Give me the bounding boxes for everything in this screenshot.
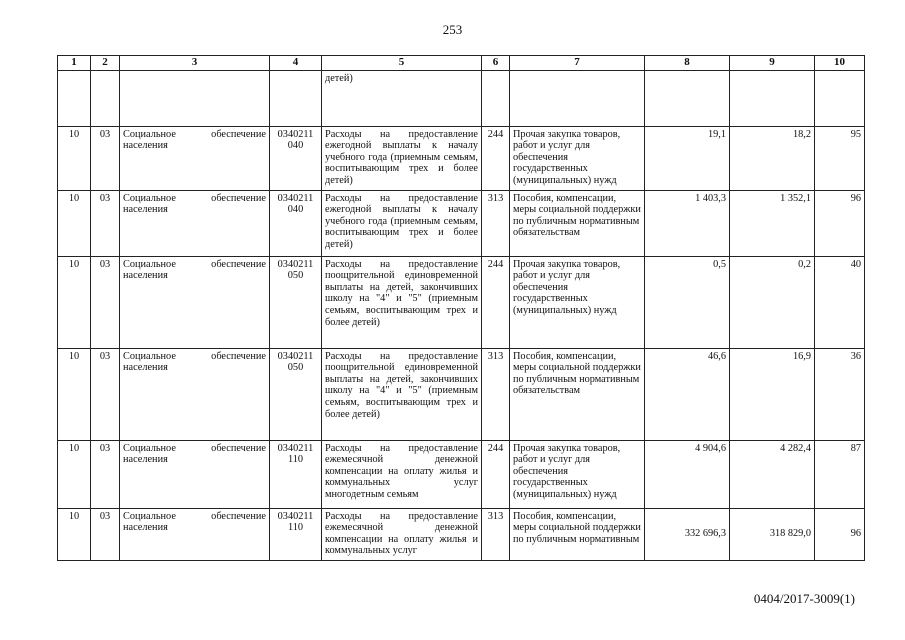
cell-expense-type-name: Пособия, компенсации, меры социальной поддержки по публичным нормативным (510, 508, 645, 560)
cell-expense-type-code: 244 (482, 126, 510, 190)
cell-section-name: Социальное обеспечение населения (120, 256, 270, 348)
cell-actual-amount: 18,2 (730, 126, 815, 190)
table-row (58, 348, 865, 440)
cell-expense-type-name: Прочая закупка товаров, работ и услуг для обеспечения государственных (муниципальных) нужд (510, 126, 645, 190)
cell-section-name: Социальное обеспечение населения (120, 190, 270, 256)
col-header-2: 2 (91, 56, 120, 71)
cell-actual-amount: 0,2 (730, 256, 815, 348)
cell-section-name: Социальное обеспечение населения (120, 508, 270, 560)
col-header-3: 3 (120, 56, 270, 71)
cell-expense-description: Расходы на предоставление ежегодной выплаты к началу учебного года (приемным семьям, воспитывающим трех и более детей) (322, 126, 482, 190)
table-row (58, 126, 865, 190)
cell-subsection: 03 (91, 190, 120, 256)
cell-expense-type-code: 313 (482, 508, 510, 560)
cell-actual-amount: 16,9 (730, 348, 815, 440)
table-row (58, 508, 865, 560)
cell-target-code: 0340211 110 (270, 440, 322, 508)
cell-target-code: 0340211 040 (270, 126, 322, 190)
continuation-text: детей) (322, 70, 482, 126)
cell-section-name: Социальное обеспечение населения (120, 126, 270, 190)
cell-subsection: 03 (91, 508, 120, 560)
col-header-4: 4 (270, 56, 322, 71)
cell-section: 10 (58, 508, 91, 560)
budget-table (57, 55, 865, 561)
col-header-10: 10 (815, 56, 865, 71)
cell-subsection: 03 (91, 348, 120, 440)
cell-expense-type-code: 313 (482, 190, 510, 256)
cell-planned-amount: 332 696,3 (645, 508, 730, 560)
col-header-7: 7 (510, 56, 645, 71)
cell-expense-type-name: Прочая закупка товаров, работ и услуг для обеспечения государственных (муниципальных) нужд (510, 256, 645, 348)
table-row (58, 256, 865, 348)
cell-section: 10 (58, 126, 91, 190)
cell-expense-description: Расходы на предоставление поощрительной единовременной выплаты на детей, закончивших школу на "4" и "5" (приемным семьям, воспитывающим трех и более детей) (322, 348, 482, 440)
cell-percent: 36 (815, 348, 865, 440)
table-row (58, 440, 865, 508)
cell-percent: 96 (815, 508, 865, 560)
cell-subsection: 03 (91, 256, 120, 348)
cell-expense-type-name: Пособия, компенсации, меры социальной поддержки по публичным нормативным обязательствам (510, 348, 645, 440)
cell-section: 10 (58, 190, 91, 256)
cell-expense-type-code: 244 (482, 440, 510, 508)
cell-percent: 87 (815, 440, 865, 508)
cell-expense-description: Расходы на предоставление ежемесячной денежной компенсации на оплату жилья и коммунальных услуг (322, 508, 482, 560)
cell-section: 10 (58, 256, 91, 348)
cell-planned-amount: 1 403,3 (645, 190, 730, 256)
header-row (58, 56, 865, 71)
cell-expense-type-code: 313 (482, 348, 510, 440)
cell-planned-amount: 4 904,6 (645, 440, 730, 508)
page-number: 253 (442, 22, 463, 37)
col-header-5: 5 (322, 56, 482, 71)
cell-planned-amount: 0,5 (645, 256, 730, 348)
cell-percent: 96 (815, 190, 865, 256)
col-header-6: 6 (482, 56, 510, 71)
cell-percent: 95 (815, 126, 865, 190)
cell-actual-amount: 1 352,1 (730, 190, 815, 256)
col-header-8: 8 (645, 56, 730, 71)
cell-expense-type-name: Прочая закупка товаров, работ и услуг для обеспечения государственных (муниципальных) нужд (510, 440, 645, 508)
cell-section-name: Социальное обеспечение населения (120, 348, 270, 440)
cell-expense-type-code: 244 (482, 256, 510, 348)
cell-target-code: 0340211 050 (270, 348, 322, 440)
cell-expense-type-name: Пособия, компенсации, меры социальной поддержки по публичным нормативным обязательствам (510, 190, 645, 256)
cell-percent: 40 (815, 256, 865, 348)
cell-expense-description: Расходы на предоставление поощрительной единовременной выплаты на детей, закончивших школу на "4" и "5" (приемным семьям, воспитывающим трех и более детей) (322, 256, 482, 348)
cell-subsection: 03 (91, 126, 120, 190)
cell-section: 10 (58, 348, 91, 440)
cell-actual-amount: 4 282,4 (730, 440, 815, 508)
cell-planned-amount: 19,1 (645, 126, 730, 190)
continuation-row (58, 70, 865, 126)
cell-expense-description: Расходы на предоставление ежемесячной денежной компенсации на оплату жилья и коммунальных услуг многодетным семьям (322, 440, 482, 508)
col-header-9: 9 (730, 56, 815, 71)
cell-actual-amount: 318 829,0 (730, 508, 815, 560)
cell-subsection: 03 (91, 440, 120, 508)
cell-expense-description: Расходы на предоставление ежегодной выплаты к началу учебного года (приемным семьям, воспитывающим трех и более детей) (322, 190, 482, 256)
cell-section-name: Социальное обеспечение населения (120, 440, 270, 508)
cell-target-code: 0340211 040 (270, 190, 322, 256)
table-row (58, 190, 865, 256)
cell-section: 10 (58, 440, 91, 508)
col-header-1: 1 (58, 56, 91, 71)
cell-target-code: 0340211 110 (270, 508, 322, 560)
cell-target-code: 0340211 050 (270, 256, 322, 348)
document-code: 0404/2017-3009(1) (753, 591, 855, 606)
cell-planned-amount: 46,6 (645, 348, 730, 440)
